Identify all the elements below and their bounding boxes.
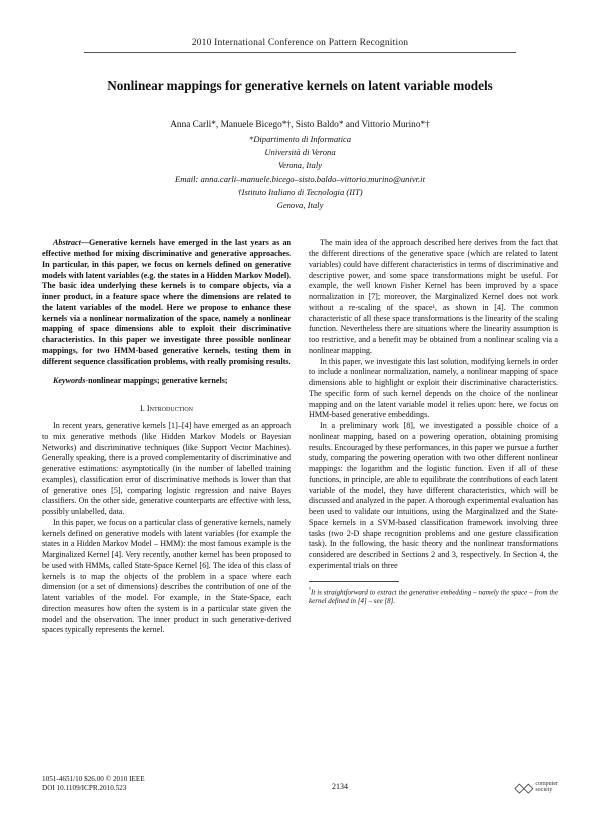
right-column — [309, 238, 558, 636]
keywords-lead: Keywords- — [53, 376, 89, 386]
logo-mark-icon: ◇◇ — [514, 779, 533, 795]
spacer — [42, 387, 291, 392]
footnote-marker: ¹ — [309, 585, 311, 593]
right-paragraph-2: In this paper, we investigate this last solution, modifying kernels in order to include a nonlinear normalization, namely, a nonlinear mapping of space dimensions able to highlight or exploit their discriminative characteristics. The specific form of such kernel depends on the choice of the nonlinear mapping and on the latent variable model it relies upon: here, we focus on HMM-based generative embeddings. — [309, 356, 558, 420]
affiliation-5: Genova, Italy — [276, 200, 324, 211]
footnote — [309, 586, 558, 607]
footnote-separator — [309, 581, 399, 582]
conference-header: 2010 International Conference on Pattern Recognition — [191, 38, 409, 48]
page-number: 2134 — [332, 782, 348, 792]
page-title: Nonlinear mappings for generative kernels on latent variable models — [107, 78, 493, 93]
left-column — [42, 238, 291, 636]
logo-text-line1: computer — [535, 780, 558, 787]
affiliation-4: †Istituto Italiano di Tecnologia (IIT) — [237, 186, 363, 197]
affiliation-email: Email: anna.carli–manuele.bicego–sisto.baldo–vittorio.murino@univr.it — [175, 173, 425, 184]
logo-text-line2: society — [535, 787, 553, 794]
footer-doi: DOI 10.1109/ICPR.2010.523 — [42, 784, 127, 793]
footnote-text: It is straightforward to extract the generative embedding – namely the space – from the kernel defined in [4] – see [8]. — [309, 588, 558, 606]
page-footer — [42, 775, 558, 794]
keywords-paragraph — [42, 376, 291, 387]
paper-page — [0, 38, 600, 814]
header-rule — [84, 52, 516, 53]
affiliation-1: *Dipartimento di Informatica — [248, 133, 352, 144]
affiliation-3: Verona, Italy — [277, 160, 323, 171]
right-paragraph-3: In a preliminary work [8], we investigated a possible choice of a nonlinear mapping, based on a powering operation, obtaining promising results. Encouraged by these performances, in this paper we pursue a further study, comparing the powering operation with two other different nonlinear mappings: the logarithm and the logistic function. Even if all of these functions, in principle, are able to equilibrate the contributions of each latent variable of the model, they have different characteristics, which will be discussed and analyzed in the paper. A thorough experimental evaluation has been used to validate our intuitions, using the Marginalized and the State-Space kernels in a SVM-based classification framework involving three tasks (two 2-D shape recognition problems and one gesture classification task). In the following, the basic theory and the nonlinear transformations considered are described in Sections 2 and 3, respectively. In Section 4, the experimental trials on three — [309, 421, 558, 570]
keywords-text: nonlinear mappings; generative kernels; — [88, 376, 228, 386]
affiliation-2: Università di Verona — [264, 146, 336, 157]
left-paragraph-2: In this paper, we focus on a particular class of generative kernels, namely kernels defined on generative models with latent variables (for example the states in a Hidden Markov Model – HMM): the most famous example is the Marginalized Kernel [4]. Very recently, another kernel has been proposed to be used with HMMs, called State-Space Kernel [6]. The idea of this class of kernels is to map the objects of the problem in a space where each dimension (or a set of dimensions) describes the contribution of one of the latent variables of the model. For example, in the State-Space, each direction measures how often the system is in a particular state given the model and the observation. The inner product in such generative-derived spaces typically represents the kernel. — [42, 517, 291, 635]
body-columns — [42, 238, 558, 636]
footer-copyright-line1: 1051-4651/10 $26.00 © 2010 IEEE — [42, 774, 145, 783]
ieee-computer-society-logo — [438, 781, 558, 794]
footer-copyright — [42, 775, 242, 794]
left-paragraph-1: In recent years, generative kernels [1]–[4] have emerged as an approach to mix generative methods (like Hidden Markov Models or Bayesian Networks) and discriminative techniques (like Support Vector Machines). Generally speaking, there is a proved complementarity of discriminative and generative estimations: asymptotically (in the number of labelled training examples), classification error of discriminative methods is lower than that of generative ones [5], comparing logistic regression and naive Bayes classifiers. On the other side, generative counterparts are effective with less, possibly unlabelled, data. — [42, 421, 291, 517]
abstract-text: Generative kernels have emerged in the last years as an effective method for mixing discriminative and generative approaches. In particular, in this paper, we focus on kernels defined on generative models with latent variables (e.g. the states in a Hidden Markov Model). The basic idea underlying these kernels is to compare objects, via a inner product, in a feature space where the dimensions are related to the latent variables of the model. Here we propose to enhance these kernels via a nonlinear normalization of the space, namely a nonlinear mapping of space dimensions able to exploit their discriminative characteristics. In this paper we investigate three possible nonlinear mappings, for two HMM-based generative kernels, testing them in different sequence classification problems, with really promising results. — [42, 238, 291, 366]
author-line: Anna Carli*, Manuele Bicego*†, Sisto Baldo* and Vittorio Murino*† — [170, 120, 430, 131]
abstract-lead: Abstract— — [53, 238, 89, 248]
right-paragraph-1: The main idea of the approach described here derives from the fact that the different directions of the generative space (which are related to latent variables) could have different characteristics in terms of discriminative and descriptive power, and some space transformations might be useful. For example, the well known Fisher Kernel has been improved by a space normalization in [7]; moreover, the Marginalized Kernel does not work without a re-scaling of the space¹, as shown in [4]. The common characteristic of all these space transformations is the linearity of the scaling function. Nevertheless there are situations where the linearity assumption is too restrictive, and a benefit may be obtained from a nonlinear scaling via a nonlinear mapping. — [309, 238, 558, 355]
section-heading-introduction: I. Introduction — [139, 404, 193, 414]
abstract-paragraph — [42, 238, 291, 367]
logo-text — [535, 781, 558, 794]
